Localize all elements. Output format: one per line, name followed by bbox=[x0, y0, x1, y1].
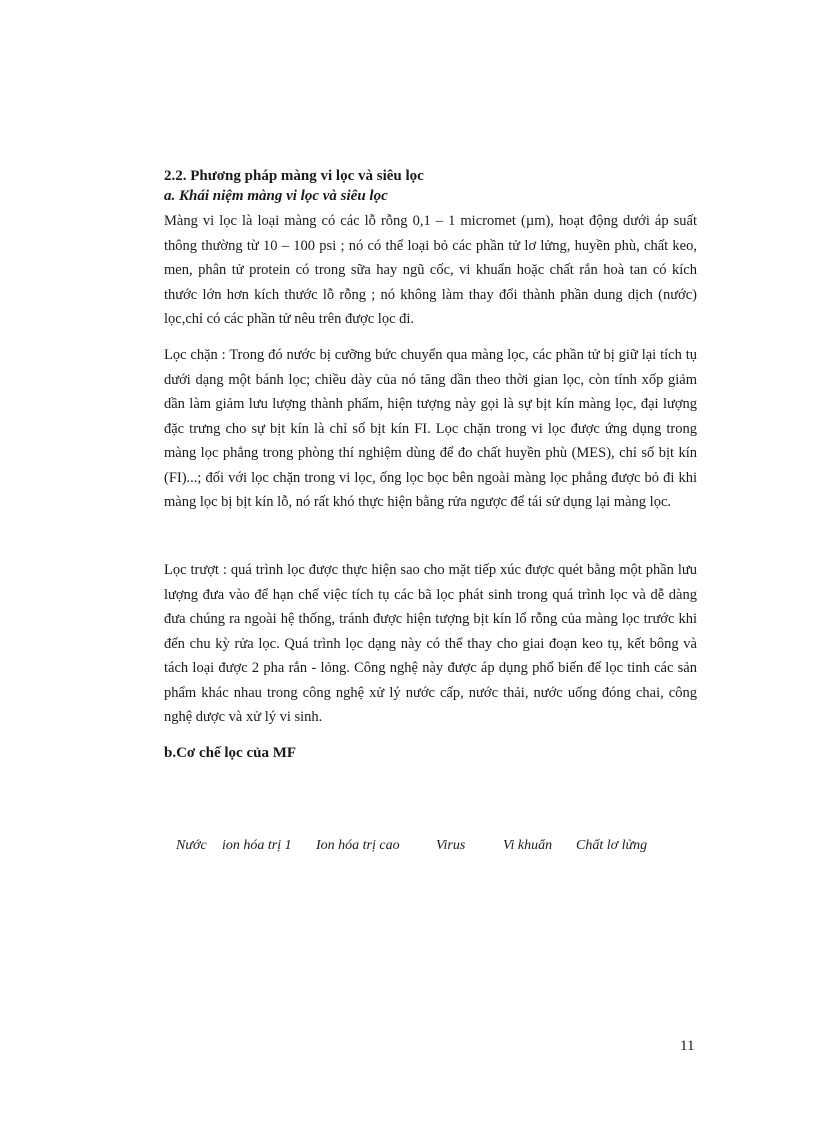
paragraph-microfiltration-definition: Màng vi lọc là loại màng có các lỗ rỗng 0,1 – 1 micromet (µm), hoạt động dưới áp suất thông thường từ 10 – 100 psi ; nó có thể loại bỏ các phần tử lơ lửng, huyền phù, chất keo, men, phân tử protein có trong sữa hay ngũ cốc, vi khuẩn hoặc chất rắn hoà tan có kích thước lớn hơn kích thước lỗ rỗng ; nó không làm thay đổi thành phần dung dịch (nước) lọc,chỉ có các phần tử nêu trên được lọc đi. bbox=[164, 213, 697, 327]
paragraph-dead-end-filtration: Lọc chặn : Trong đó nước bị cưỡng bức chuyển qua màng lọc, các phần tử bị giữ lại tích tụ dưới dạng một bánh lọc; chiều dày của nó tăng dần theo thời gian lọc, còn tính xốp giảm dần làm giảm lưu lượng thành phẩm, hiện tượng này gọi là sự bịt kín màng lọc, đại lượng đặc trưng cho sự bịt kín là chỉ số bịt kín FI. Lọc chặn trong vi lọc được ứng dụng trong màng lọc phẳng trong phòng thí nghiệm dùng để đo chất huyền phù (MES), chỉ số bịt kín (FI)...; đối với lọc chặn trong vi lọc, ống lọc bọc bên ngoài màng lọc phẳng được bỏ đi khi màng lọc bị bịt kín lỗ, nó rất khó thực hiện bằng rửa ngược để tái sử dụng lại màng lọc. bbox=[164, 347, 697, 510]
page-number: 11 bbox=[680, 1038, 695, 1054]
section-heading: 2.2. Phương pháp màng vi lọc và siêu lọc bbox=[164, 168, 424, 184]
figure-label-water: Nước bbox=[176, 838, 207, 853]
figure-label-multivalent-ion: Ion hóa trị cao bbox=[316, 838, 400, 853]
figure-label-bacteria: Vi khuẩn bbox=[503, 838, 553, 853]
figure-label-suspended-solids: Chất lơ lửng bbox=[576, 838, 648, 853]
subsection-heading-b: b.Cơ chế lọc của MF bbox=[164, 745, 297, 761]
figure-label-virus: Virus bbox=[436, 838, 466, 853]
paragraph-crossflow-filtration: Lọc trượt : quá trình lọc được thực hiện sao cho mặt tiếp xúc được quét bằng một phần lưu lượng đưa vào để hạn chế việc tích tụ các bã lọc phát sinh trong quá trình lọc và dễ dàng đưa chúng ra ngoài hệ thống, tránh được hiện tượng bịt kín lổ rỗng của màng lọc trước khi đến chu kỳ rửa lọc. Quá trình lọc dạng này có thể thay cho giai đoạn keo tụ, kết bông và tách loại được 2 pha rắn - lỏng. Công nghệ này được áp dụng phổ biến để lọc tinh các sản phẩm khác nhau trong công nghệ xử lý nước cấp, nước thải, nước uống đóng chai, công nghệ dược và xử lý vi sinh. bbox=[164, 562, 697, 725]
figure-labels-row bbox=[0, 836, 816, 856]
subsection-heading-a: a. Khái niệm màng vi lọc và siêu lọc bbox=[164, 188, 388, 204]
figure-label-monovalent-ion: ion hóa trị 1 bbox=[222, 838, 292, 853]
